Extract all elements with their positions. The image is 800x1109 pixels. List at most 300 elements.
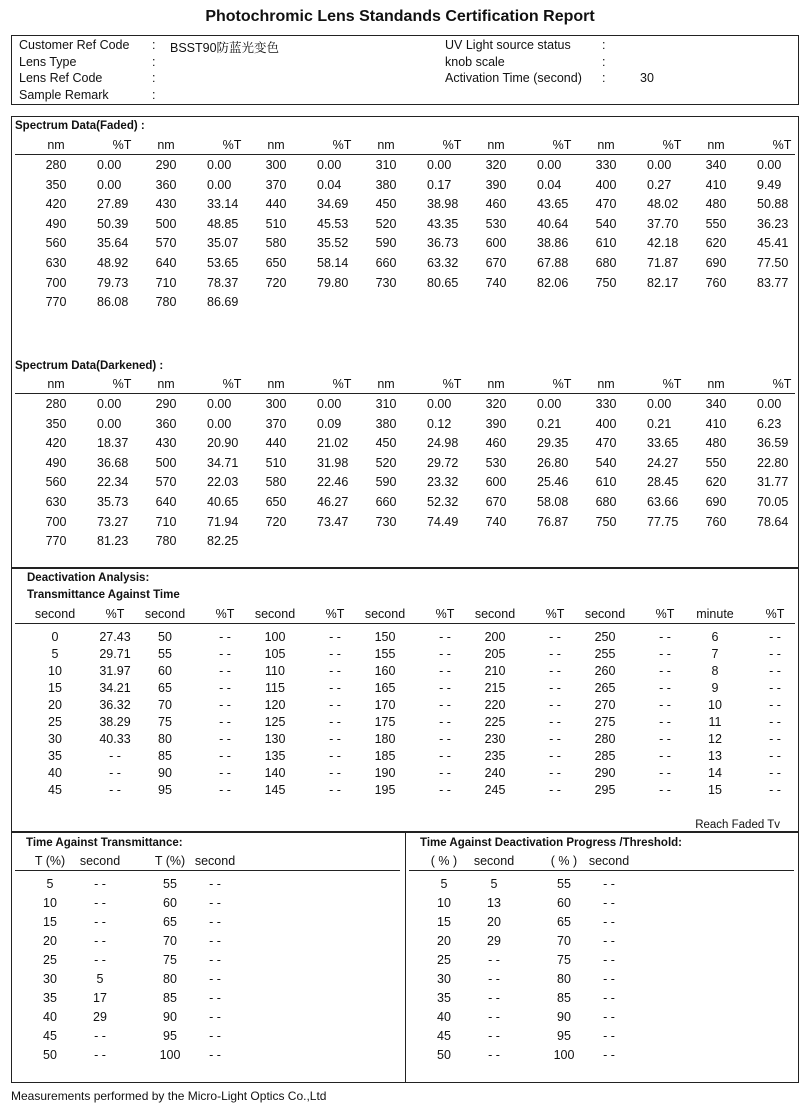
table-cell: - - — [209, 991, 221, 1005]
table-cell: 580 — [265, 475, 287, 490]
table-cell: - - — [209, 896, 221, 910]
table-cell: 22.46 — [317, 475, 349, 490]
table-cell: 26.80 — [537, 455, 569, 470]
table-cell: 760 — [705, 514, 727, 529]
table-cell: 125 — [264, 715, 286, 729]
table-cell: 74.49 — [427, 514, 459, 529]
table-cell: 80.65 — [427, 275, 459, 290]
table-cell: - - — [549, 749, 561, 763]
table-cell: 79.73 — [97, 275, 129, 290]
table-cell: 85 — [557, 991, 571, 1005]
column-header: nm — [47, 377, 65, 391]
table-cell: 140 — [264, 766, 286, 780]
table-cell: 55 — [158, 647, 172, 661]
table-cell: 600 — [485, 236, 507, 251]
column-header: second — [473, 854, 515, 868]
table-cell: 6 — [711, 630, 719, 644]
table-cell: 0.17 — [427, 177, 452, 192]
table-cell: 76.87 — [537, 514, 569, 529]
table-cell: - - — [488, 972, 500, 986]
table-cell: 0.00 — [97, 397, 122, 411]
table-cell: - - — [769, 749, 781, 763]
table-cell: 0.00 — [317, 158, 342, 172]
table-cell: 67.88 — [537, 256, 569, 270]
table-cell: - - — [549, 783, 561, 797]
table-cell: - - — [488, 953, 500, 967]
table-cell: 95 — [557, 1029, 571, 1043]
table-cell: 90 — [163, 1010, 177, 1024]
column-header: %T — [222, 377, 242, 391]
info-colon: : — [152, 87, 156, 102]
table-cell: 90 — [557, 1010, 571, 1024]
table-cell: 0.00 — [537, 158, 562, 172]
column-header: %T — [215, 607, 235, 621]
table-cell: 430 — [155, 197, 177, 212]
table-cell: - - — [439, 783, 451, 797]
table-cell: 34.69 — [317, 197, 349, 212]
table-cell: 660 — [375, 256, 397, 270]
table-cell: 290 — [155, 158, 177, 172]
faded-heading: Spectrum Data(Faded) : — [15, 120, 145, 132]
table-cell: 65 — [158, 681, 172, 695]
table-cell: 90 — [158, 766, 172, 780]
table-cell: 700 — [45, 275, 67, 290]
table-cell: 110 — [265, 664, 285, 678]
table-cell: 0.00 — [207, 158, 232, 172]
table-cell: 560 — [45, 236, 67, 251]
table-cell: 460 — [485, 436, 507, 451]
table-cell: 81.23 — [97, 534, 129, 549]
info-label: Lens Ref Code — [19, 71, 103, 85]
table-cell: 65 — [557, 915, 571, 929]
table-cell: 15 — [437, 915, 451, 929]
table-cell: - - — [769, 681, 781, 695]
table-cell: 270 — [594, 698, 616, 712]
table-cell: 640 — [155, 495, 177, 509]
table-cell: - - — [769, 715, 781, 729]
table-row — [15, 646, 795, 663]
table-cell: 33.14 — [207, 197, 239, 212]
column-header: %T — [552, 377, 572, 391]
table-cell: 10 — [437, 896, 451, 910]
table-cell: 470 — [595, 436, 617, 451]
table-cell: - - — [659, 681, 671, 695]
table-cell: 13 — [487, 896, 501, 910]
table-cell: 225 — [484, 715, 506, 729]
table-cell: 210 — [484, 664, 506, 678]
column-header: %T — [545, 607, 565, 621]
table-cell: 630 — [45, 256, 67, 270]
table-cell: 490 — [45, 216, 67, 231]
table-cell: 0.00 — [757, 397, 782, 411]
table-cell: 620 — [705, 475, 727, 490]
table-row — [15, 454, 795, 474]
table-cell: - - — [209, 1048, 221, 1062]
table-cell: 540 — [595, 216, 617, 231]
table-cell: 24.98 — [427, 436, 459, 451]
table-row — [409, 894, 794, 913]
table-cell: 43.35 — [427, 216, 459, 231]
table-cell: 35.52 — [317, 236, 349, 251]
table-cell: 86.69 — [207, 295, 239, 310]
table-cell: - - — [219, 698, 231, 712]
column-header: %T — [112, 138, 132, 152]
table-cell: 350 — [45, 177, 67, 192]
table-cell: 0.27 — [647, 177, 672, 192]
table-cell: 35 — [48, 749, 62, 763]
table-cell: 560 — [45, 475, 67, 490]
column-header: %T — [105, 607, 125, 621]
table-cell: - - — [219, 749, 231, 763]
table-cell: 150 — [374, 630, 396, 644]
table-cell: 31.97 — [99, 664, 131, 678]
table-cell: 18.37 — [97, 436, 129, 451]
table-row — [15, 663, 795, 680]
table-cell: 10 — [48, 664, 62, 678]
table-cell: 13 — [708, 749, 722, 763]
table-cell: 115 — [265, 681, 285, 695]
table-cell: - - — [94, 877, 106, 891]
table-cell: 5 — [440, 877, 448, 891]
table-cell: - - — [209, 1029, 221, 1043]
table-cell: - - — [329, 766, 341, 780]
table-cell: 390 — [485, 177, 507, 192]
table-cell: 220 — [484, 698, 506, 712]
table-cell: 15 — [43, 915, 57, 929]
info-label: Sample Remark — [19, 87, 109, 102]
table-cell: - - — [109, 766, 121, 780]
table-cell: 31.77 — [757, 475, 789, 490]
table-row — [15, 765, 795, 782]
table-cell: 21.02 — [317, 436, 349, 451]
table-cell: 22.80 — [757, 455, 789, 470]
table-cell: 83.77 — [757, 275, 789, 290]
table-row — [15, 532, 795, 552]
table-cell: - - — [94, 896, 106, 910]
column-header: nm — [267, 377, 285, 391]
table-cell: 36.59 — [757, 436, 789, 451]
table-cell: 300 — [265, 397, 287, 411]
table-cell: - - — [769, 783, 781, 797]
table-cell: 73.47 — [317, 514, 349, 529]
table-cell: - - — [769, 664, 781, 678]
table-cell: 480 — [705, 436, 727, 451]
table-row — [15, 234, 795, 254]
table-cell: 770 — [45, 534, 67, 549]
table-cell: 0.00 — [537, 397, 562, 411]
info-box — [11, 35, 799, 105]
table-row — [409, 875, 794, 894]
table-cell: 29.71 — [99, 647, 131, 661]
deactivation-heading: Deactivation Analysis: — [27, 572, 150, 584]
table-cell: - - — [549, 715, 561, 729]
table-cell: 48.02 — [647, 197, 679, 212]
table-cell: 400 — [595, 416, 617, 431]
table-cell: - - — [209, 1010, 221, 1024]
table-cell: 52.32 — [427, 495, 459, 509]
table-cell: 410 — [705, 177, 727, 192]
table-cell: 24.27 — [647, 455, 679, 470]
table-cell: 440 — [265, 197, 287, 212]
info-colon: : — [152, 71, 156, 85]
table-cell: 0.00 — [757, 158, 782, 172]
table-cell: - - — [329, 647, 341, 661]
table-cell: 640 — [155, 256, 177, 270]
table-cell: - - — [659, 749, 671, 763]
table-cell: 240 — [484, 766, 506, 780]
table-cell: 22.03 — [207, 475, 239, 490]
table-cell: 0.00 — [97, 416, 122, 431]
column-header: second — [474, 607, 516, 621]
table-cell: 36.23 — [757, 216, 789, 231]
table-cell: 38.86 — [537, 236, 569, 251]
table-cell: - - — [329, 664, 341, 678]
table-cell: 82.25 — [207, 534, 239, 549]
table-cell: - - — [439, 664, 451, 678]
table-cell: 310 — [375, 397, 397, 411]
table-cell: 280 — [45, 158, 67, 172]
table-cell: - - — [439, 749, 451, 763]
table-cell: 27.43 — [99, 630, 131, 644]
table-cell: 680 — [595, 256, 617, 270]
table-cell: 11 — [708, 715, 722, 729]
table-cell: 480 — [705, 197, 727, 212]
table-cell: 690 — [705, 495, 727, 509]
table-cell: 590 — [375, 475, 397, 490]
column-header: %T — [552, 138, 572, 152]
column-header: %T — [112, 377, 132, 391]
column-header: %T — [435, 607, 455, 621]
table-cell: 40.65 — [207, 495, 239, 509]
table-cell: 0.21 — [647, 416, 672, 431]
header-divider — [15, 393, 795, 394]
table-cell: 330 — [595, 397, 617, 411]
table-cell: 0.21 — [537, 416, 562, 431]
table-cell: 0.09 — [317, 416, 342, 431]
column-header: second — [34, 607, 76, 621]
table-cell: 200 — [484, 630, 506, 644]
table-row — [15, 274, 795, 294]
table-cell: 440 — [265, 436, 287, 451]
table-row — [15, 473, 795, 493]
time-vs-progress-heading: Time Against Deactivation Progress /Threshold: — [420, 837, 683, 849]
table-cell: 70 — [557, 934, 571, 948]
table-cell: 0 — [51, 630, 59, 644]
column-header: %T — [442, 138, 462, 152]
table-cell: - - — [549, 647, 561, 661]
table-cell: 720 — [265, 514, 287, 529]
column-header: nm — [377, 138, 395, 152]
table-cell: 540 — [595, 455, 617, 470]
table-cell: 780 — [155, 295, 177, 310]
info-label: knob scale — [445, 54, 505, 69]
table-cell: - - — [659, 664, 671, 678]
table-cell: 310 — [375, 158, 397, 172]
table-cell: 50 — [437, 1048, 451, 1062]
table-cell: 5 — [490, 877, 498, 891]
table-cell: 20.90 — [207, 436, 239, 451]
table-cell: - - — [603, 953, 615, 967]
table-cell: 500 — [155, 216, 177, 231]
table-cell: 20 — [437, 934, 451, 948]
table-row — [15, 215, 795, 235]
table-cell: 340 — [705, 158, 727, 172]
table-cell: 58.14 — [317, 256, 349, 270]
table-cell: - - — [94, 934, 106, 948]
table-cell: 43.65 — [537, 197, 569, 212]
column-header: second — [79, 854, 121, 868]
column-header: %T — [332, 377, 352, 391]
table-cell: 190 — [374, 766, 396, 780]
table-cell: 500 — [155, 455, 177, 470]
table-cell: 710 — [155, 275, 177, 290]
column-header: nm — [707, 377, 725, 391]
table-cell: 48.92 — [97, 256, 129, 270]
table-cell: - - — [329, 783, 341, 797]
column-header: second — [584, 607, 626, 621]
table-cell: 750 — [595, 275, 617, 290]
table-row — [15, 434, 795, 454]
table-cell: 680 — [595, 495, 617, 509]
table-cell: 70.05 — [757, 495, 789, 509]
table-cell: - - — [659, 630, 671, 644]
table-cell: - - — [439, 715, 451, 729]
table-cell: 120 — [264, 698, 286, 712]
column-header: minute — [696, 607, 734, 621]
table-cell: 82.17 — [647, 275, 679, 290]
table-cell: 145 — [264, 783, 286, 797]
table-cell: 0.04 — [317, 177, 342, 192]
table-cell: 275 — [594, 715, 616, 729]
table-cell: 100 — [159, 1048, 181, 1062]
column-header: nm — [157, 377, 175, 391]
table-cell: - - — [109, 783, 121, 797]
column-header: T (%) — [34, 854, 66, 868]
table-cell: 230 — [484, 732, 506, 746]
table-cell: 0.00 — [207, 177, 232, 192]
table-cell: 40 — [43, 1010, 57, 1024]
header-row — [15, 853, 400, 870]
table-cell: 70 — [163, 934, 177, 948]
table-cell: - - — [209, 972, 221, 986]
table-cell: 0.00 — [97, 158, 122, 172]
table-cell: 670 — [485, 256, 507, 270]
table-cell: 630 — [45, 495, 67, 509]
table-cell: 40 — [48, 766, 62, 780]
table-cell: 245 — [484, 783, 506, 797]
info-label: Activation Time (second) — [445, 71, 582, 85]
table-cell: 31.98 — [317, 455, 349, 470]
table-cell: 185 — [374, 749, 396, 763]
table-cell: 12 — [708, 732, 722, 746]
table-cell: 660 — [375, 495, 397, 509]
table-cell: - - — [94, 915, 106, 929]
table-row — [15, 932, 400, 951]
table-cell: 50 — [43, 1048, 57, 1062]
table-cell: 360 — [155, 177, 177, 192]
table-cell: 205 — [484, 647, 506, 661]
table-cell: - - — [603, 991, 615, 1005]
table-cell: - - — [769, 698, 781, 712]
table-row — [15, 731, 795, 748]
table-cell: 610 — [595, 475, 617, 490]
table-cell: 53.65 — [207, 256, 239, 270]
table-cell: 29.72 — [427, 455, 459, 470]
table-cell: 45 — [43, 1029, 57, 1043]
table-cell: 28.45 — [647, 475, 679, 490]
table-cell: 160 — [374, 664, 396, 678]
table-cell: 9.49 — [757, 177, 782, 192]
table-row — [15, 714, 795, 731]
table-cell: - - — [329, 732, 341, 746]
table-cell: 520 — [375, 216, 397, 231]
table-cell: - - — [94, 953, 106, 967]
column-header: second — [588, 854, 630, 868]
table-cell: - - — [209, 877, 221, 891]
table-cell: 770 — [45, 295, 67, 310]
table-cell: - - — [549, 766, 561, 780]
column-header: %T — [332, 138, 352, 152]
table-cell: 30 — [48, 732, 62, 746]
table-cell: - - — [549, 732, 561, 746]
table-cell: 710 — [155, 514, 177, 529]
table-cell: - - — [329, 698, 341, 712]
table-cell: 71.94 — [207, 514, 239, 529]
table-cell: 460 — [485, 197, 507, 212]
table-cell: - - — [439, 681, 451, 695]
table-cell: - - — [659, 732, 671, 746]
table-cell: 780 — [155, 534, 177, 549]
table-row — [15, 748, 795, 765]
table-cell: 650 — [265, 256, 287, 270]
table-cell: 35 — [43, 991, 57, 1005]
table-cell: 600 — [485, 475, 507, 490]
header-row — [15, 376, 795, 393]
table-row — [409, 951, 794, 970]
table-cell: 170 — [374, 698, 396, 712]
table-cell: 380 — [375, 177, 397, 192]
table-cell: 17 — [93, 991, 107, 1005]
table-cell: 370 — [265, 177, 287, 192]
table-row — [15, 415, 795, 435]
table-cell: 340 — [705, 397, 727, 411]
table-cell: 760 — [705, 275, 727, 290]
table-row — [409, 1008, 794, 1027]
column-header: nm — [157, 138, 175, 152]
table-cell: 530 — [485, 216, 507, 231]
table-cell: 60 — [163, 896, 177, 910]
table-cell: 30 — [43, 972, 57, 986]
column-header: %T — [655, 607, 675, 621]
table-cell: 740 — [485, 514, 507, 529]
column-header: %T — [662, 377, 682, 391]
info-value: BSST90防蓝光变色 — [170, 41, 280, 55]
table-cell: 79.80 — [317, 275, 349, 290]
table-cell: 7 — [711, 647, 719, 661]
table-cell: 22.34 — [97, 475, 129, 490]
table-cell: 55 — [163, 877, 177, 891]
table-cell: 75 — [158, 715, 172, 729]
darkened-heading: Spectrum Data(Darkened) : — [15, 360, 164, 372]
table-cell: 25 — [48, 715, 62, 729]
table-cell: 650 — [265, 495, 287, 509]
table-cell: 80 — [158, 732, 172, 746]
table-cell: 280 — [594, 732, 616, 746]
table-row — [15, 195, 795, 215]
table-cell: 23.32 — [427, 475, 459, 490]
column-header: ( % ) — [430, 854, 458, 868]
info-colon: : — [602, 71, 606, 85]
